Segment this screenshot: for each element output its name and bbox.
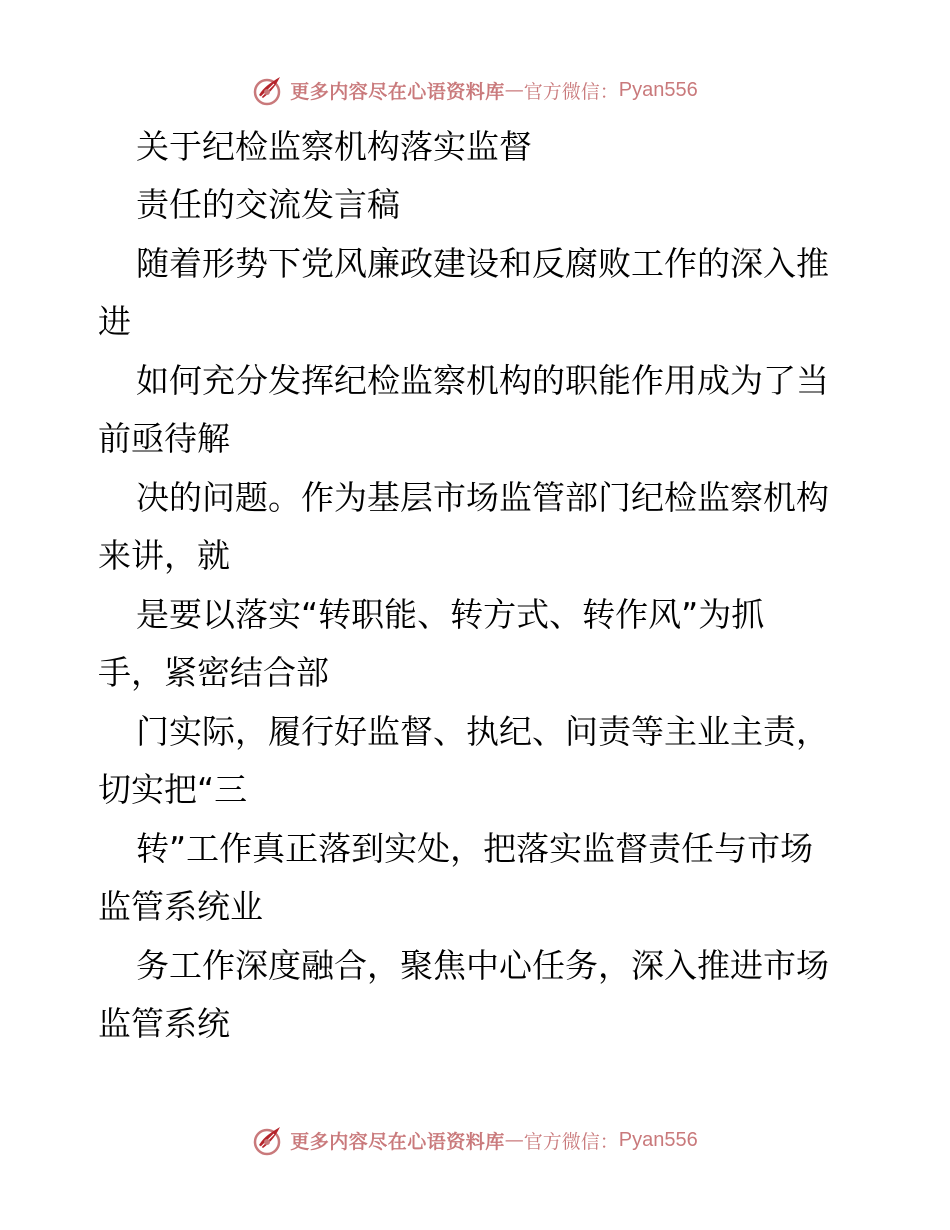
text-line: 来讲，就 xyxy=(98,536,230,575)
text-line: 转”工作真正落到实处，把落实监督责任与市场 xyxy=(136,829,814,868)
text-line: 务工作深度融合，聚焦中心任务，深入推进市场 xyxy=(136,946,829,985)
footer-banner xyxy=(0,1120,950,1160)
header-banner xyxy=(0,70,950,110)
quill-logo-icon xyxy=(252,73,286,107)
text-line: 门实际，履行好监督、执纪、问责等主业主责， xyxy=(136,712,829,751)
banner-wechat-id: Pyan556 xyxy=(618,78,698,101)
text-line: 决的问题。作为基层市场监管部门纪检监察机构 xyxy=(136,478,829,517)
text-line: 手，紧密结合部 xyxy=(98,653,329,692)
banner-label: 官方微信： xyxy=(523,80,619,103)
quill-logo-icon xyxy=(252,1123,286,1157)
banner-dash: — xyxy=(504,1129,524,1151)
banner-label: 官方微信： xyxy=(523,1130,619,1153)
text-line: 切实把“三 xyxy=(98,770,248,809)
text-line: 监管系统 xyxy=(98,1004,230,1043)
text-line: 关于纪检监察机构落实监督 xyxy=(136,127,532,166)
banner-title: 更多内容尽在心语资料库 xyxy=(290,1130,505,1153)
text-line: 随着形势下党风廉政建设和反腐败工作的深入推 xyxy=(136,244,829,283)
banner-dash: — xyxy=(504,79,524,101)
banner-wechat-id: Pyan556 xyxy=(618,1128,698,1151)
text-line: 进 xyxy=(98,302,131,341)
banner-title: 更多内容尽在心语资料库 xyxy=(290,80,505,103)
text-line: 监管系统业 xyxy=(98,887,263,926)
text-line: 如何充分发挥纪检监察机构的职能作用成为了当 xyxy=(136,361,829,400)
text-line: 前亟待解 xyxy=(98,419,230,458)
text-line: 责任的交流发言稿 xyxy=(136,185,400,224)
text-line: 是要以落实“转职能、转方式、转作风”为抓 xyxy=(136,595,765,634)
